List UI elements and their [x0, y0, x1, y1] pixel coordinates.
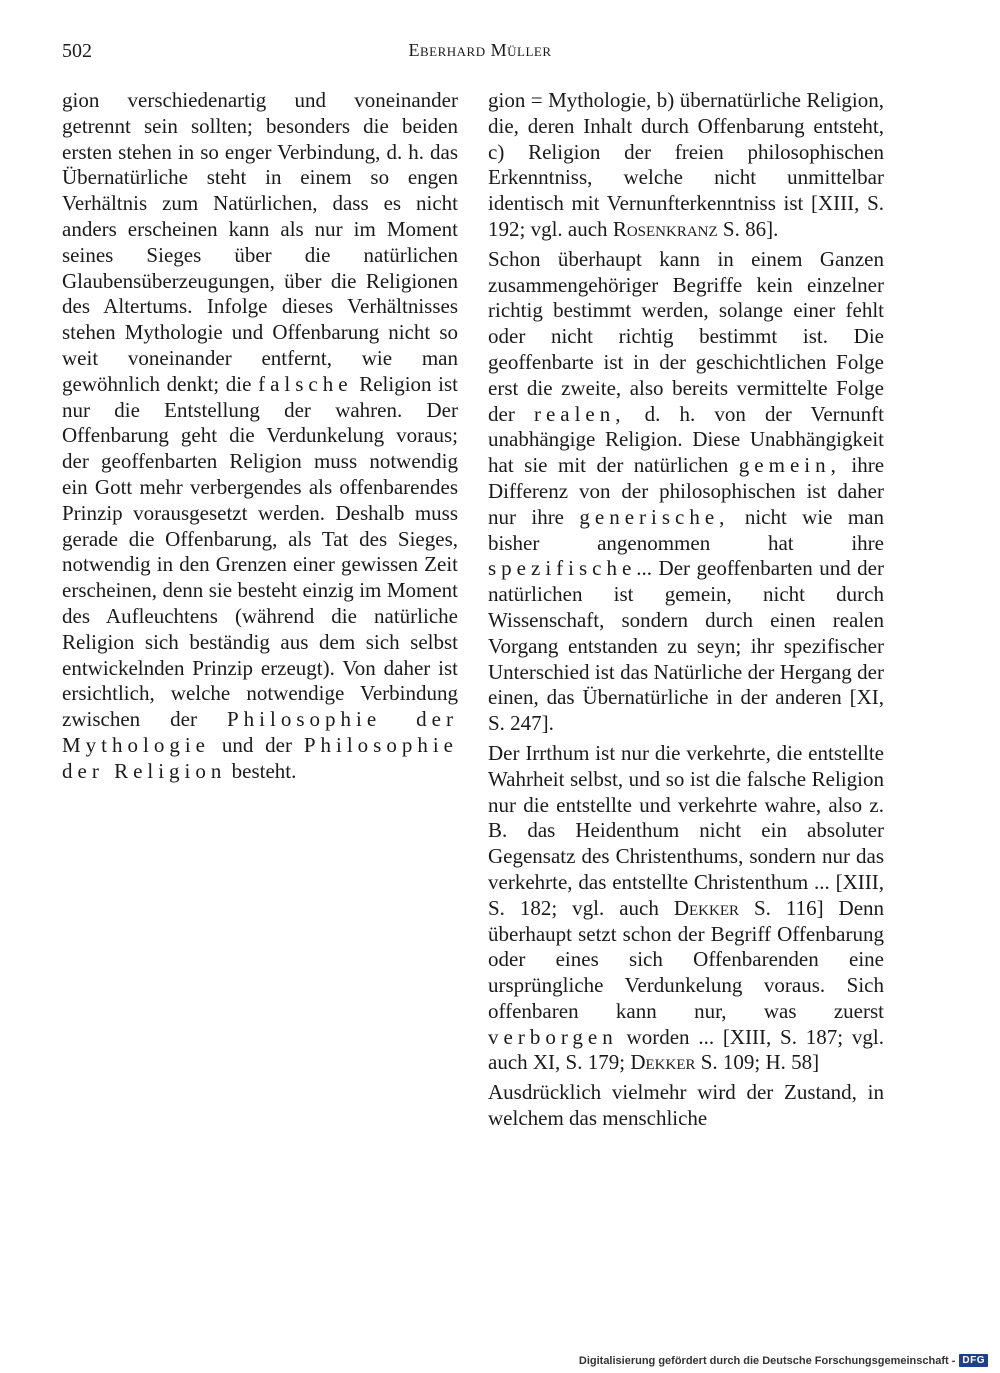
- text-run: Ausdrücklich vielmehr wird der Zustand, in welchem das menschliche: [488, 1080, 884, 1131]
- spaced-emphasis: gemein,: [738, 453, 841, 478]
- spaced-emphasis: verborgen: [488, 1024, 618, 1049]
- left-paragraph: [62, 88, 458, 785]
- text-run: gion verschiedenartig und voneinander getrennt sein sollten; besonders die beiden ersten stehen in so enger Verbindung, d. h. das Übernatürliche steht in einem so engen Verhältnis zum Natürlichen, dass es nicht anders erscheinen kann als nur im Moment seines Sieges über die natürlichen Glaubensüberzeugungen, über die Religionen des Altertums. Infolge dieses Verhältnisses stehen Mythologie und Offenbarung nicht so weit voneinander entfernt, wie man gewöhnlich denkt; die: [62, 88, 458, 396]
- digitization-footer: [579, 1354, 988, 1367]
- right-column: [488, 88, 884, 1136]
- left-column: [62, 88, 458, 789]
- text-run: ... Der geoffenbarten und der natürlichen ist gemein, nicht durch Wissenschaft, sondern durch einen realen Vorgang entstanden zu seyn; ihr spezifischer Unterschied ist das Natürliche der Hergang der einen, das Übernatürliche in der anderen [XI, S. 247].: [488, 556, 884, 736]
- author-name: Rosenkranz: [612, 216, 718, 241]
- quote-paragraph-2: [488, 247, 884, 737]
- quote-paragraph-1: [488, 88, 884, 243]
- page-number: 502: [62, 40, 92, 62]
- text-run: worden ... [XIII, S. 187; vgl. auch XI, S. 179;: [488, 1024, 884, 1075]
- text-run: Der Irrthum ist nur die verkehrte, die entstellte Wahrheit selbst, und so ist die falsche Religion nur die entstellte und verkehrte wahre, also z. B. das Heidenthum nicht ein absoluter Gegensatz des Christenthums, sondern nur das verkehrte, das entstellte Christenthum ... [XIII, S. 182; vgl. auch: [488, 740, 884, 920]
- text-run: und der: [221, 732, 292, 757]
- text-run: ihre Differenz von der philosophischen ist daher nur ihre: [488, 453, 885, 529]
- dfg-logo-icon: DFG: [959, 1354, 988, 1367]
- text-run: S. 86].: [722, 216, 779, 241]
- author-name: Dekker: [673, 895, 739, 920]
- author-name: Dekker: [630, 1050, 696, 1075]
- spaced-emphasis: spezifische: [488, 556, 637, 581]
- running-head: Eberhard Müller: [408, 40, 552, 60]
- text-run: nicht wie man bisher angenommen hat ihre: [488, 504, 885, 555]
- text-run: besteht.: [231, 758, 297, 783]
- spaced-emphasis: generische,: [579, 504, 730, 529]
- spaced-emphasis: falsche: [258, 371, 353, 396]
- footer-text: Digitalisierung gefördert durch die Deutsche Forschungsgemeinschaft -: [578, 1354, 956, 1367]
- quote-paragraph-4: [488, 1080, 884, 1132]
- text-run: S. 109; H. 58]: [700, 1050, 820, 1075]
- text-run: Schon überhaupt kann in einem Ganzen zusammengehöriger Begriffe kein einzelner richtig bestimmt werden, solange einer fehlt oder nicht richtig bestimmt ist. Die geoffenbarte ist in der geschichtlichen Folge erst die zweite, also bereits vermittelte Folge der: [488, 246, 884, 426]
- spaced-emphasis: Philosophie der Mythologie: [62, 707, 458, 757]
- text-run: Religion ist nur die Entstellung der wahren. Der Offenbarung geht die Verdunkelung voraus; der geoffenbarten Religion muss notwendig ein Gott mehr verbergendes als offenbarendes Prinzip vorausgesetzt werden. Deshalb muss gerade die Offenbarung, als Tat des Sieges, notwendig in den Grenzen einer gewissen Zeit erscheinen, denn sie besteht einzig im Moment des Aufleuchtens (während die natürliche Religion sich beständig aus dem sich selbst entwickelnden Prinzip erzeugt). Von daher ist ersichtlich, welche notwendige Verbindung zwischen der: [62, 371, 459, 732]
- spaced-emphasis: Philosophie der Religion: [62, 732, 458, 783]
- spaced-emphasis: realen,: [533, 401, 626, 426]
- quote-paragraph-3: [488, 741, 884, 1076]
- text-run: gion = Mythologie, b) übernatürliche Religion, die, deren Inhalt durch Offenbarung entsteht, c) Religion der freien philosophischen Erkenntniss, welche nicht unmittelbar identisch mit Vernunfterkenntniss ist [XIII, S. 192; vgl. auch: [488, 88, 884, 241]
- text-run: S. 116] Denn überhaupt setzt schon der Begriff Offenbarung oder eines sich Offenbarenden eine ursprüngliche Verdunkelung voraus. Sich offenbaren kann nur, was zuerst: [488, 895, 885, 1023]
- text-run: d. h. von der Vernunft unabhängige Religion. Diese Unabhängigkeit hat sie mit der natürlichen: [488, 401, 885, 478]
